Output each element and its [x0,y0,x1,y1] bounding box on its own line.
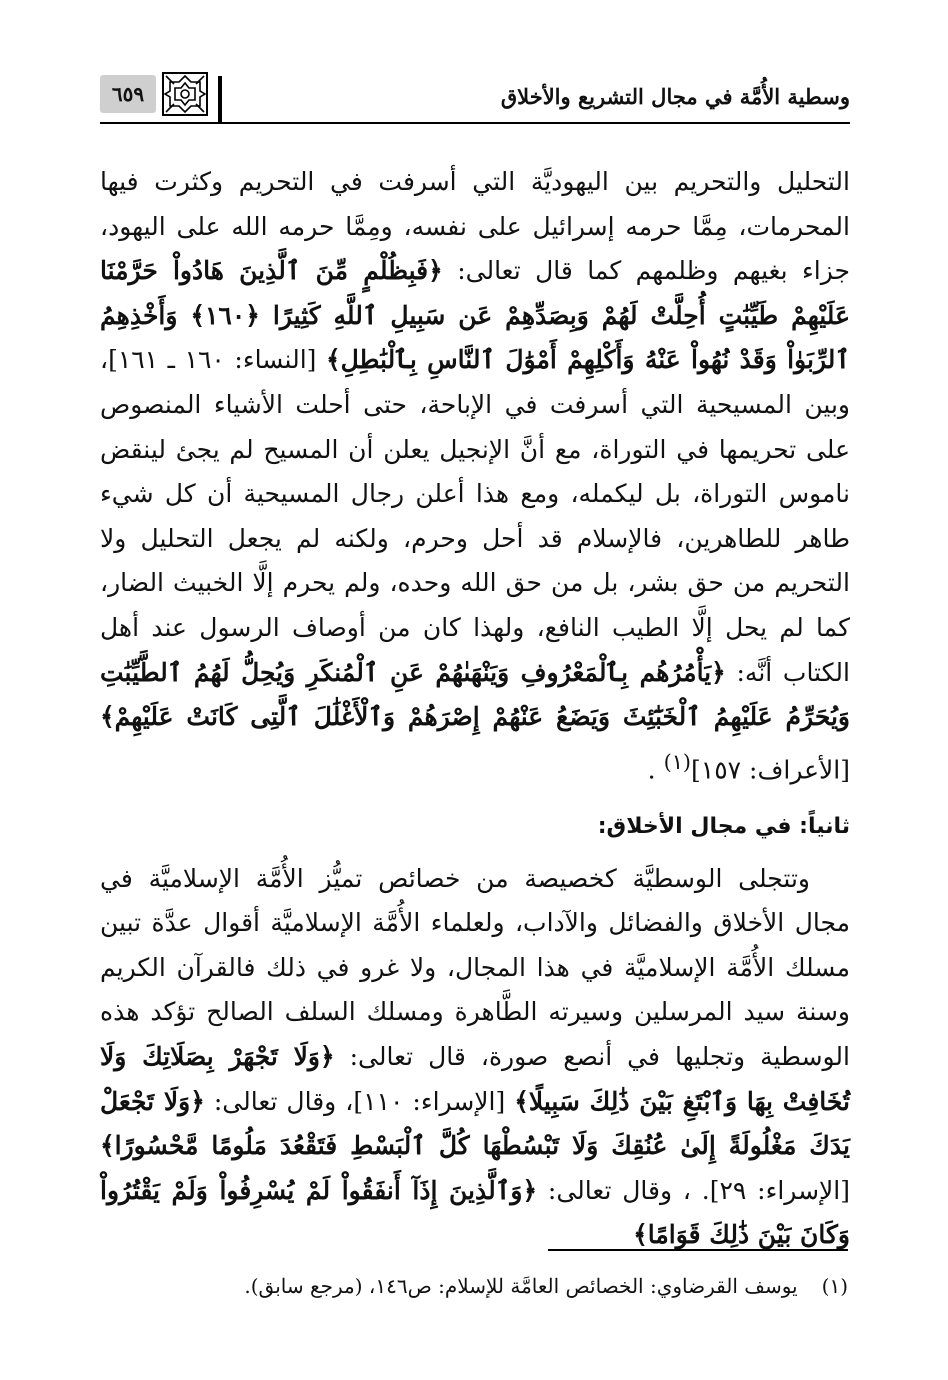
section-subheading: ثانياً: في مجال الأخلاق: [597,813,850,839]
page-badge [100,72,212,116]
text-segment: وتتجلى الوسطيَّة كخصيصة من خصائص تميُّز الأُمَّة الإسلاميَّة في مجال الأخلاق والفضائل والآداب، ولعلماء الأُمَّة الإسلاميَّة أقوال عدَّة تبين مسلك الأُمَّة الإسلاميَّة في هذا المجال، ولا غرو في ذلك فالقرآن الكريم وسنة سيد المرسلين وسيرته الطَّاهرة ومسلك السلف الصالح تؤكد هذه الوسطية وتجليها في أنصع صورة، قال تعالى: [100,863,850,1072]
footnote [98,1272,848,1300]
text-segment: وبين المسيحية التي أسرفت في الإباحة، حتى أحلت الأشياء المنصوص على تحريمها في التوراة، مع أنَّ الإنجيل يعلن أن المسيح لم يجئ لينقض ناموس التوراة، بل ليكمله، ومع هذا أعلن رجال المسيحية أن كل شيء طاهر للطاهرين، فالإسلام قد أحل وحرم، ولكنه لم يجعل التحليل ولا التحريم من حق بشر، بل من حق الله وحده، ولم يحرم إلَّا الخبيث الضار، كما لم يحل إلَّا الطيب النافع، ولهذا كان من أوصاف الرسول عند أهل الكتاب أنَّه: [100,389,850,687]
quran-verse: ﴿وَلَا تَجْهَرْ بِصَلَاتِكَ وَلَا تُخَافِتْ بِهَا وَٱبْتَغِ بَيْنَ ذَٰلِكَ سَبِيلًا﴾ [100,1042,851,1116]
footnote-reference[interactable]: (١) [663,749,692,774]
quran-verse: ﴿وَلَا تَجْعَلْ يَدَكَ مَغْلُولَةً إِلَىٰ عُنُقِكَ وَلَا تَبْسُطْهَا كُلَّ ٱلْبَسْطِ فَتَقْعُدَ مَلُومًا مَّحْسُورًا﴾ [100,1086,850,1161]
text-segment: . [647,755,664,785]
paragraph-1 [100,160,850,793]
header-rule [100,122,850,124]
quran-verse: ﴿وَٱلَّذِينَ إِذَآ أَنفَقُواْ لَمْ يُسْرِفُواْ وَلَمْ يَقْتُرُواْ وَكَانَ بَيْنَ ذَٰلِكَ قَوَامًا﴾ [100,1175,850,1250]
verse-reference: [النساء: ١٦٠ ـ ١٦١]، [100,345,326,375]
quran-verse: ﴿يَأْمُرُهُم بِٱلْمَعْرُوفِ وَيَنْهَىٰهُمْ عَنِ ٱلْمُنكَرِ وَيُحِلُّ لَهُمُ ٱلطَّيِّبَٰتِ وَيُحَرِّمُ عَلَيْهِمُ ٱلْخَبَٰٓئِثَ وَيَضَعُ عَنْهُمْ إِصْرَهُمْ وَٱلْأَغْلَٰلَ ٱلَّتِى كَانَتْ عَلَيْهِمْ﴾ [100,657,850,732]
footnote-marker: (١) [821,1274,848,1298]
running-title: وسطية الأُمَّة في مجال التشريع والأخلاق [500,84,850,109]
verse-reference: [الإسراء: ١١٠]، وقال تعالى: [204,1086,515,1116]
verse-reference: [الإسراء: ٢٩]. ، وقال تعالى: [537,1175,851,1205]
verse-reference: [الأعراف: ١٥٧] [691,755,850,785]
footnote-text: يوسف القرضاوي: الخصائص العامَّة للإسلام: ص١٤٦، (مرجع سابق). [244,1274,798,1298]
text-segment: التحليل والتحريم بين اليهوديَّة التي أسرفت في التحريم وكثرت فيها المحرمات، مِمَّا حرمه إسرائيل على نفسه، ومِمَّا حرمه الله على اليهود، جزاء بغيهم وظلمهم كما قال تعالى: [100,167,850,286]
geometric-ornament-icon [162,72,208,116]
paragraph-2 [100,857,850,1258]
running-header [100,62,850,124]
body-text [100,160,850,1258]
page-number: ٦٥٩ [100,75,156,113]
footnote-rule [548,1249,848,1251]
header-separator [218,76,222,124]
quran-verse: ﴿فَبِظُلْمٍ مِّنَ ٱلَّذِينَ هَادُواْ حَرَّمْنَا عَلَيْهِمْ طَيِّبَٰتٍ أُحِلَّتْ لَهُمْ وَبِصَدِّهِمْ عَن سَبِيلِ ٱللَّهِ كَثِيرًا ﴿١٦٠﴾ وَأَخْذِهِمُ ٱلرِّبَوٰاْ وَقَدْ نُهُواْ عَنْهُ وَأَكْلِهِمْ أَمْوَٰلَ ٱلنَّاسِ بِٱلْبَٰطِلِ﴾ [100,256,851,375]
